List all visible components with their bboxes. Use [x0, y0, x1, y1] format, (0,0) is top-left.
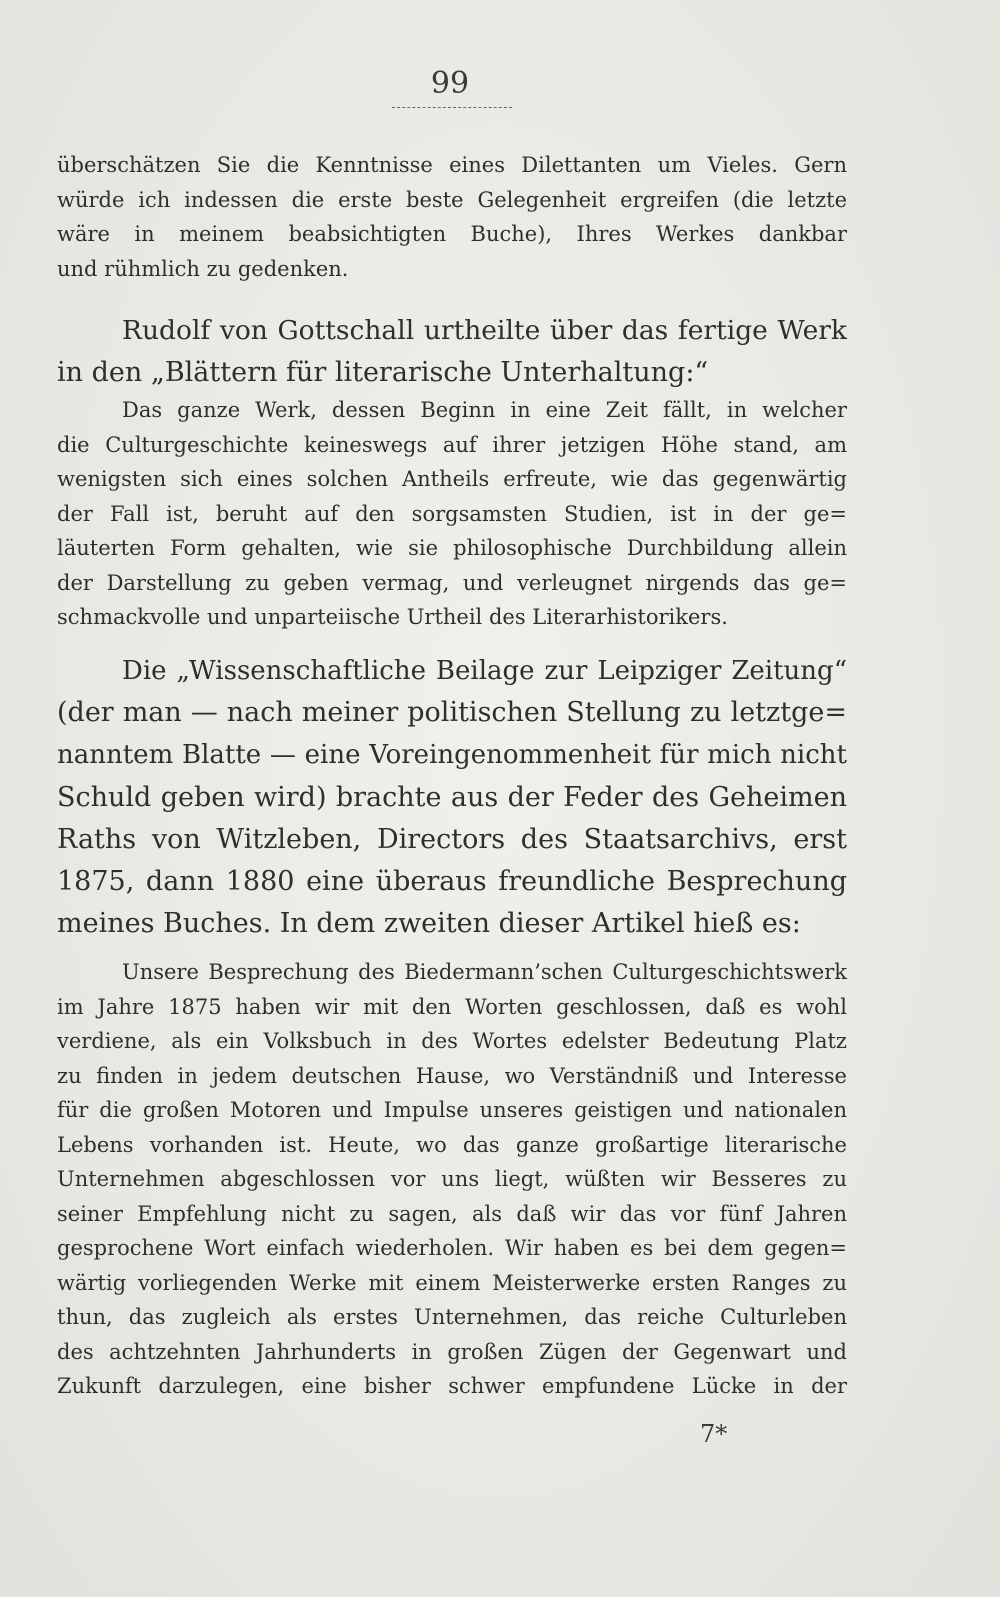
- text-line: für die großen Motoren und Impulse unseres geistigen und nationalen: [57, 1098, 847, 1122]
- text-line: die Culturgeschichte keineswegs auf ihrer jetzigen Höhe stand, am: [57, 432, 847, 457]
- text-line: und rühmlich zu gedenken.: [57, 256, 349, 281]
- text-line: Die „Wissenschaftliche Beilage zur Leipziger Zeitung“: [122, 656, 847, 686]
- text-line: verdiene, als ein Volksbuch in des Wortes edelster Bedeutung Platz: [57, 1029, 847, 1053]
- paragraph-gottschall-quote: [57, 393, 847, 635]
- text-line: wärtig vorliegenden Werke mit einem Meisterwerke ersten Ranges zu: [57, 1270, 847, 1295]
- text-line: wäre in meinem beabsichtigten Buche), Ihres Werkes dankbar: [57, 222, 847, 246]
- text-line: Unternehmen abgeschlossen vor uns liegt, wüßten wir Besseres zu: [57, 1167, 847, 1191]
- text-line: Unsere Besprechung des Biedermann’schen Culturgeschichtswerk: [122, 960, 847, 984]
- text-line: der Darstellung zu geben vermag, und verleugnet nirgends das ge=: [57, 570, 847, 595]
- text-line: würde ich indessen die erste beste Gelegenheit ergreifen (die letzte: [57, 187, 847, 212]
- text-line: in den „Blättern für literarische Unterhaltung:“: [57, 357, 709, 389]
- text-line: des achtzehnten Jahrhunderts in großen Zügen der Gegenwart und: [57, 1339, 847, 1364]
- paragraph-leipziger-zeitung: [57, 650, 847, 945]
- text-line: Raths von Witzleben, Directors des Staatsarchivs, erst: [57, 823, 847, 855]
- text-line: seiner Empfehlung nicht zu sagen, als daß wir das vor fünf Jahren: [57, 1201, 847, 1226]
- text-line: (der man — nach meiner politischen Stellung zu letztge=: [57, 697, 847, 729]
- text-line: gesprochene Wort einfach wiederholen. Wir haben es bei dem gegen=: [57, 1236, 847, 1260]
- text-line: nanntem Blatte — eine Voreingenommenheit für mich nicht: [57, 740, 847, 771]
- page-number: 99: [430, 66, 470, 101]
- text-line: überschätzen Sie die Kenntnisse eines Dilettanten um Vieles. Gern: [57, 153, 847, 177]
- text-line: Zukunft darzulegen, eine bisher schwer empfundene Lücke in der: [57, 1374, 847, 1398]
- text-line: Lebens vorhanden ist. Heute, wo das ganze großartige literarische: [57, 1132, 847, 1157]
- text-line: Das ganze Werk, dessen Beginn in eine Zeit fällt, in welcher: [122, 398, 847, 422]
- text-line: Schuld geben wird) brachte aus der Feder des Geheimen: [57, 781, 847, 813]
- text-line: thun, das zugleich als erstes Unternehmen, das reiche Culturleben: [57, 1305, 847, 1329]
- signature-mark: 7*: [700, 1420, 728, 1448]
- paragraph-gottschall-intro: [57, 310, 847, 394]
- text-line: läuterten Form gehalten, wie sie philosophische Durchbildung allein: [57, 536, 847, 560]
- text-line: wenigsten sich eines solchen Antheils erfreute, wie das gegenwärtig: [57, 467, 847, 491]
- text-line: zu finden in jedem deutschen Hause, wo Verständniß und Interesse: [57, 1063, 847, 1088]
- paragraph-letter-continuation: [57, 148, 847, 286]
- text-line: 1875, dann 1880 eine überaus freundliche Besprechung: [57, 866, 847, 898]
- text-line: meines Buches. In dem zweiten dieser Artikel hieß es:: [57, 908, 801, 940]
- paragraph-witzleben-quote: [57, 955, 847, 1404]
- text-line: Rudolf von Gottschall urtheilte über das fertige Werk: [122, 315, 847, 346]
- header-rule: [392, 107, 512, 108]
- text-line: der Fall ist, beruht auf den sorgsamsten Studien, ist in der ge=: [57, 501, 847, 526]
- text-line: schmackvolle und unparteiische Urtheil des Literarhistorikers.: [57, 605, 728, 629]
- text-line: im Jahre 1875 haben wir mit den Worten geschlossen, daß es wohl: [57, 994, 847, 1019]
